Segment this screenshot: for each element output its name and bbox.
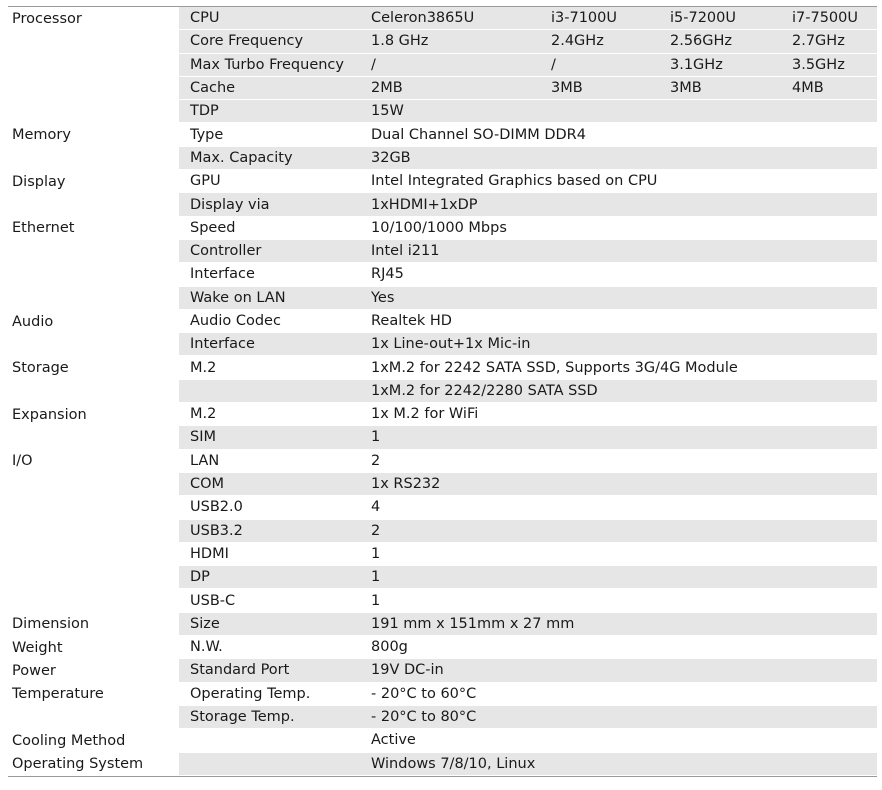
category-label: Storage bbox=[12, 360, 69, 377]
spec-value: Realtek HD bbox=[371, 313, 452, 329]
spec-cell-band bbox=[179, 240, 877, 263]
spec-label: M.2 bbox=[190, 406, 217, 423]
spec-label: TDP bbox=[190, 103, 219, 120]
spec-value: 2.7GHz bbox=[792, 33, 845, 50]
spec-cell-band bbox=[179, 54, 877, 77]
category-label: Weight bbox=[12, 639, 63, 656]
spec-row bbox=[8, 566, 877, 589]
spec-value: - 20°C to 80°C bbox=[371, 709, 477, 726]
spec-label: Standard Port bbox=[190, 662, 290, 679]
spec-label: LAN bbox=[190, 452, 220, 469]
spec-label: Operating Temp. bbox=[190, 685, 311, 702]
spec-row bbox=[8, 729, 877, 752]
spec-row bbox=[8, 287, 877, 310]
spec-value: 3.5GHz bbox=[792, 56, 845, 73]
spec-cell-band bbox=[179, 287, 877, 310]
category-label: Cooling Method bbox=[12, 732, 126, 749]
spec-value: 32GB bbox=[371, 149, 411, 166]
spec-label: COM bbox=[190, 476, 225, 493]
spec-value: 1 bbox=[371, 569, 381, 586]
spec-label: Type bbox=[190, 126, 224, 143]
spec-cell-band bbox=[179, 100, 877, 123]
spec-row bbox=[8, 356, 877, 379]
spec-row bbox=[8, 706, 877, 729]
spec-label: Audio Codec bbox=[190, 313, 281, 329]
spec-row bbox=[8, 30, 877, 53]
spec-value: 2MB bbox=[371, 80, 403, 97]
category-label: Memory bbox=[12, 127, 71, 144]
spec-label: M.2 bbox=[190, 359, 217, 376]
spec-value: 1 bbox=[371, 592, 381, 609]
spec-cell-band bbox=[179, 193, 877, 216]
spec-row bbox=[8, 683, 877, 706]
spec-cell-band bbox=[179, 333, 877, 356]
spec-value: i7-7500U bbox=[792, 10, 859, 27]
spec-cell-band bbox=[179, 310, 877, 333]
spec-row bbox=[8, 659, 877, 682]
spec-label: Storage Temp. bbox=[190, 709, 295, 726]
spec-value: Yes bbox=[371, 289, 395, 306]
spec-row bbox=[8, 450, 877, 473]
spec-value: 1xM.2 for 2242/2280 SATA SSD bbox=[371, 382, 598, 399]
spec-value: 1.8 GHz bbox=[371, 33, 429, 50]
spec-rows bbox=[8, 7, 877, 776]
spec-value: 3MB bbox=[670, 80, 702, 97]
spec-cell-band bbox=[179, 147, 877, 170]
spec-cell-band bbox=[179, 7, 877, 30]
spec-label: USB-C bbox=[190, 592, 236, 609]
spec-value: 1xHDMI+1xDP bbox=[371, 196, 478, 213]
spec-cell-band bbox=[179, 636, 877, 659]
spec-cell-band bbox=[179, 450, 877, 473]
spec-value: 1x Line-out+1x Mic-in bbox=[371, 336, 531, 353]
spec-row bbox=[8, 217, 877, 240]
spec-row bbox=[8, 589, 877, 612]
spec-row bbox=[8, 753, 877, 776]
spec-cell-band bbox=[179, 170, 877, 193]
spec-cell-band bbox=[179, 77, 877, 100]
spec-cell-band bbox=[179, 683, 877, 706]
spec-value: Windows 7/8/10, Linux bbox=[371, 755, 536, 772]
spec-value: 2.4GHz bbox=[551, 33, 604, 50]
spec-cell-band bbox=[179, 30, 877, 53]
spec-row bbox=[8, 7, 877, 30]
spec-label: Controller bbox=[190, 243, 262, 260]
spec-row bbox=[8, 193, 877, 216]
category-label: Operating System bbox=[12, 756, 144, 773]
spec-cell-band bbox=[179, 473, 877, 496]
spec-label: Core Frequency bbox=[190, 33, 304, 50]
spec-value: 3MB bbox=[551, 80, 583, 97]
spec-row bbox=[8, 123, 877, 146]
spec-value: / bbox=[551, 56, 556, 73]
spec-cell-band bbox=[179, 356, 877, 379]
spec-cell-band bbox=[179, 753, 877, 776]
spec-cell-band bbox=[179, 496, 877, 519]
category-label: Audio bbox=[12, 313, 54, 330]
spec-row bbox=[8, 310, 877, 333]
spec-value: 2 bbox=[371, 452, 381, 469]
spec-value: 1x M.2 for WiFi bbox=[371, 406, 479, 423]
spec-cell-band bbox=[179, 217, 877, 240]
spec-row bbox=[8, 380, 877, 403]
spec-value: 19V DC-in bbox=[371, 662, 444, 679]
spec-cell-band bbox=[179, 566, 877, 589]
category-label: Ethernet bbox=[12, 220, 75, 237]
spec-value: 3.1GHz bbox=[670, 56, 723, 73]
spec-value: Intel i211 bbox=[371, 243, 440, 260]
spec-value: Dual Channel SO-DIMM DDR4 bbox=[371, 126, 586, 143]
spec-row bbox=[8, 333, 877, 356]
spec-row bbox=[8, 77, 877, 100]
spec-label: DP bbox=[190, 569, 210, 586]
spec-cell-band bbox=[179, 403, 877, 426]
spec-cell-band bbox=[179, 123, 877, 146]
spec-value: 4 bbox=[371, 499, 381, 516]
spec-cell-band bbox=[179, 380, 877, 403]
spec-value: 800g bbox=[371, 639, 408, 656]
spec-cell-band bbox=[179, 520, 877, 543]
category-label: I/O bbox=[12, 453, 33, 470]
spec-label: Interface bbox=[190, 266, 255, 283]
spec-label: Max. Capacity bbox=[190, 149, 293, 166]
spec-label: Size bbox=[190, 615, 220, 632]
spec-label: N.W. bbox=[190, 639, 223, 656]
spec-row bbox=[8, 496, 877, 519]
spec-cell-band bbox=[179, 729, 877, 752]
spec-row bbox=[8, 636, 877, 659]
spec-value: / bbox=[371, 56, 376, 73]
spec-label: GPU bbox=[190, 173, 221, 190]
spec-row bbox=[8, 613, 877, 636]
category-label: Dimension bbox=[12, 616, 90, 633]
spec-label: Speed bbox=[190, 219, 236, 236]
spec-row bbox=[8, 520, 877, 543]
spec-value: Celeron3865U bbox=[371, 10, 475, 27]
spec-row bbox=[8, 170, 877, 193]
spec-value: i3-7100U bbox=[551, 10, 618, 27]
spec-label: Cache bbox=[190, 80, 236, 97]
spec-label: HDMI bbox=[190, 545, 229, 562]
spec-row bbox=[8, 240, 877, 263]
spec-cell-band bbox=[179, 706, 877, 729]
spec-label: SIM bbox=[190, 429, 216, 446]
spec-value: 1xM.2 for 2242 SATA SSD, Supports 3G/4G Module bbox=[371, 359, 738, 376]
spec-value: 2 bbox=[371, 522, 381, 539]
spec-value: 191 mm x 151mm x 27 mm bbox=[371, 615, 575, 632]
spec-cell-band bbox=[179, 543, 877, 566]
spec-cell-band bbox=[179, 426, 877, 449]
spec-value: 2.56GHz bbox=[670, 33, 733, 50]
spec-value: - 20°C to 60°C bbox=[371, 685, 477, 702]
spec-label: Display via bbox=[190, 196, 270, 213]
spec-row bbox=[8, 543, 877, 566]
spec-value: 15W bbox=[371, 103, 404, 120]
category-label: Display bbox=[12, 173, 66, 190]
spec-label: Wake on LAN bbox=[190, 289, 286, 306]
spec-cell-band bbox=[179, 613, 877, 636]
category-label: Power bbox=[12, 662, 56, 679]
spec-row bbox=[8, 54, 877, 77]
spec-cell-band bbox=[179, 589, 877, 612]
category-label: Processor bbox=[12, 10, 82, 27]
category-label: Expansion bbox=[12, 406, 87, 423]
spec-value: 1 bbox=[371, 545, 381, 562]
spec-cell-band bbox=[179, 659, 877, 682]
spec-label: Interface bbox=[190, 336, 255, 353]
spec-cell-band bbox=[179, 263, 877, 286]
spec-row bbox=[8, 263, 877, 286]
spec-value: Intel Integrated Graphics based on CPU bbox=[371, 173, 658, 190]
spec-label: USB3.2 bbox=[190, 522, 243, 539]
spec-value: 1x RS232 bbox=[371, 476, 441, 493]
category-label: Temperature bbox=[12, 686, 104, 703]
spec-value: 10/100/1000 Mbps bbox=[371, 219, 507, 236]
spec-value: 4MB bbox=[792, 80, 824, 97]
spec-value: i5-7200U bbox=[670, 10, 737, 27]
spec-row bbox=[8, 100, 877, 123]
spec-value: Active bbox=[371, 732, 416, 749]
bottom-rule bbox=[8, 776, 877, 777]
spec-label: CPU bbox=[190, 10, 220, 27]
spec-row bbox=[8, 426, 877, 449]
spec-value: RJ45 bbox=[371, 266, 404, 283]
spec-label: USB2.0 bbox=[190, 499, 243, 516]
spec-row bbox=[8, 147, 877, 170]
spec-label: Max Turbo Frequency bbox=[190, 56, 344, 73]
spec-value: 1 bbox=[371, 429, 381, 446]
spec-table bbox=[8, 6, 877, 777]
spec-row bbox=[8, 473, 877, 496]
spec-row bbox=[8, 403, 877, 426]
